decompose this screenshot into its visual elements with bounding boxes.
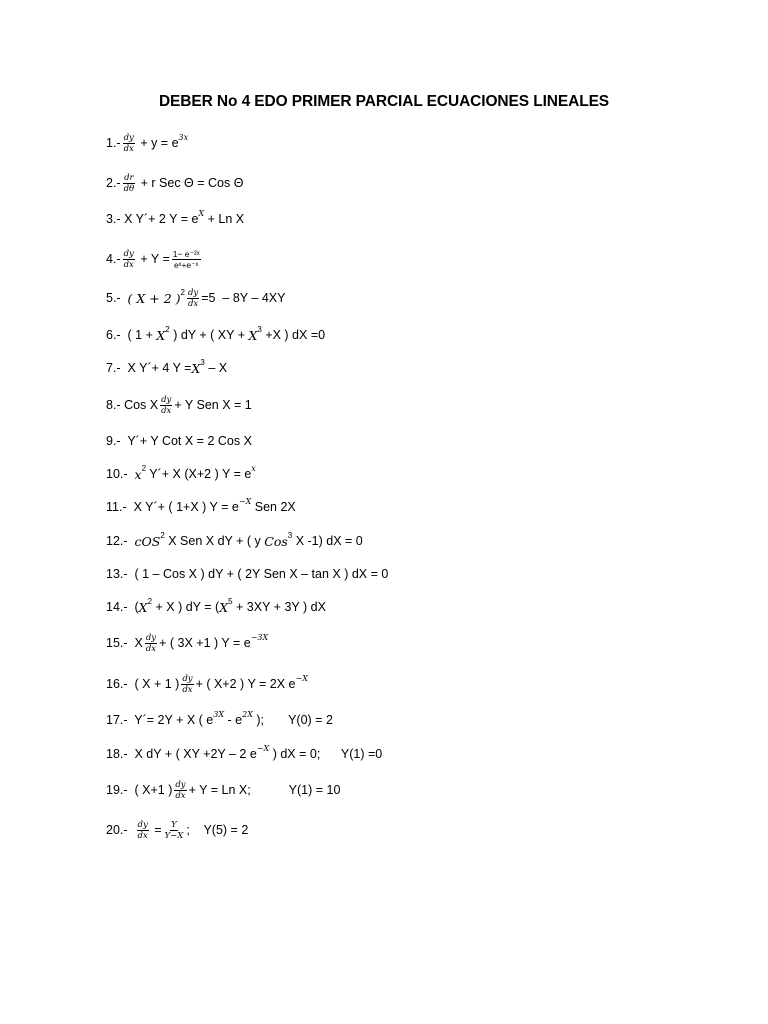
problem-number: 5.- [106, 291, 121, 305]
equation-text: Y´+ X (X+2 ) Y = e [146, 467, 252, 481]
problem-item [106, 631, 268, 655]
equation-text: + ( X+2 ) Y = 2X e [195, 677, 296, 691]
equation-text: + Y Sen X = 1 [174, 398, 252, 412]
equation-text: =5 – 8Y – 4XY [201, 291, 286, 305]
problem-item [106, 462, 256, 486]
equation-text: ); Y(0) = 2 [252, 713, 333, 727]
equation-text: Y´+ Y Cot X = 2 Cos X [120, 434, 252, 448]
fraction-denominator: dx [175, 790, 186, 801]
problem-item [106, 708, 333, 732]
problem-item [106, 131, 188, 155]
equation-text: X dY + ( XY +2Y – 2 e [127, 747, 257, 761]
fraction [172, 249, 201, 270]
math-term: cOS [134, 533, 161, 549]
equation-text: ( 1 – Cos X ) dY + ( 2Y Sen X – tan X ) dX = 0 [127, 567, 389, 581]
superscript: 2 [141, 463, 147, 473]
superscript: X [198, 208, 205, 218]
problem-item [106, 595, 326, 619]
superscript: 3X [213, 709, 225, 719]
problem-item [106, 495, 296, 519]
problem-item [106, 529, 363, 553]
equation-text: X -1) dX = 0 [292, 534, 363, 548]
fraction-denominator: dx [137, 830, 148, 841]
fraction-numerator: dr [124, 172, 134, 183]
equation-text: X Y´+ 2 Y = e [120, 212, 199, 226]
math-term: X [191, 360, 201, 376]
superscript: 3 [200, 357, 205, 367]
problem-number: 16.- [106, 677, 128, 691]
problem-number: 11.- [106, 500, 127, 514]
fraction [137, 820, 149, 841]
problem-item [106, 562, 388, 586]
superscript: 3 [257, 324, 262, 334]
equation-text: ) dY + ( XY + [169, 328, 249, 342]
superscript: 2 [165, 324, 170, 334]
math-term: x [134, 466, 142, 482]
fraction [123, 249, 135, 270]
superscript: 2 [180, 287, 185, 297]
problem-number: 19.- [106, 783, 128, 797]
equation-text [128, 467, 135, 481]
equation-text: Cos X [120, 398, 159, 412]
fraction-denominator: dθ [123, 183, 135, 194]
problem-number: 15.- [106, 636, 128, 650]
fraction-numerator: 1− e⁻²ˣ [172, 248, 200, 259]
equation-text: ( [127, 600, 139, 614]
problem-number: 18.- [106, 747, 128, 761]
superscript: 2 [160, 530, 165, 540]
problem-number: 6.- [106, 328, 121, 342]
equation-text: + ( 3X +1 ) Y = e [159, 636, 251, 650]
equation-text: + X ) dY = ( [152, 600, 220, 614]
fraction-numerator: dy [175, 779, 186, 790]
problem-item [106, 742, 382, 766]
equation-text: ; Y(5) = 2 [186, 823, 249, 837]
fraction-denominator: eˣ+e⁻ˣ [173, 259, 199, 270]
fraction [181, 674, 193, 695]
equation-text: Sen 2X [251, 500, 296, 514]
problem-number: 1.- [106, 136, 121, 150]
problem-item [106, 171, 243, 195]
fraction [174, 780, 186, 801]
equation-text: + Y = [136, 252, 170, 266]
problem-number: 2.- [106, 176, 121, 190]
fraction [160, 395, 172, 416]
equation-text: = [150, 823, 162, 837]
math-term: ( X + 2 ) [127, 290, 181, 306]
equation-text: + y = e [136, 136, 179, 150]
equation-text: + 3XY + 3Y ) dX [232, 600, 326, 614]
fraction-numerator: dy [123, 132, 134, 143]
fraction-numerator: dy [137, 819, 148, 830]
superscript: x [251, 463, 256, 473]
problem-item [106, 323, 325, 347]
problem-number: 3.- [106, 212, 121, 226]
problem-number: 13.- [106, 567, 128, 581]
problem-number: 10.- [106, 467, 128, 481]
equation-text [128, 823, 135, 837]
equation-text: ( X + 1 ) [127, 677, 180, 691]
superscript: 2 [147, 596, 153, 606]
equation-text: - e [224, 713, 243, 727]
equation-text: ) dX = 0; Y(1) =0 [269, 747, 383, 761]
problem-item [106, 247, 203, 271]
fraction [123, 173, 136, 194]
problem-number: 9.- [106, 434, 121, 448]
fraction-denominator: dx [145, 643, 157, 654]
superscript: 3x [178, 132, 189, 142]
fraction-numerator: dy [187, 287, 199, 298]
problem-item [106, 778, 340, 802]
superscript: −3X [250, 632, 269, 642]
problem-number: 14.- [106, 600, 128, 614]
superscript: 2X [242, 709, 253, 719]
fraction-denominator: dx [161, 405, 172, 416]
math-term: X [156, 327, 166, 343]
equation-text: ( 1 + [120, 328, 157, 342]
fraction [145, 633, 157, 654]
superscript: 3 [287, 530, 293, 540]
problem-item [106, 356, 227, 380]
superscript: −X [295, 673, 308, 683]
fraction-denominator: dx [123, 143, 134, 154]
problem-number: 20.- [106, 823, 128, 837]
equation-text: X Y´+ ( 1+X ) Y = e [126, 500, 239, 514]
problem-number: 4.- [106, 252, 121, 266]
fraction [164, 820, 185, 841]
problem-item [106, 429, 252, 453]
fraction-numerator: dy [182, 673, 193, 684]
equation-text: ( X+1 ) [127, 783, 173, 797]
problem-item [106, 207, 244, 231]
fraction-denominator: dx [182, 684, 193, 695]
superscript: −X [256, 743, 270, 753]
math-term: X [219, 599, 229, 615]
equation-text: +X ) dX =0 [261, 328, 326, 342]
math-term: Cos [264, 533, 288, 549]
superscript: 5 [228, 596, 233, 606]
equation-text [128, 534, 135, 548]
problem-number: 8.- [106, 398, 121, 412]
equation-text: X Y´+ 4 Y = [120, 361, 192, 375]
problem-number: 17.- [106, 713, 128, 727]
problem-number: 7.- [106, 361, 121, 375]
fraction-numerator: dy [123, 248, 134, 259]
equation-text: X Sen X dY + ( y [164, 534, 265, 548]
equation-text: + Y = Ln X; Y(1) = 10 [188, 783, 341, 797]
problem-item [106, 818, 248, 842]
fraction-numerator: dy [145, 632, 157, 643]
page-title: DEBER No 4 EDO PRIMER PARCIAL ECUACIONES LINEALES [158, 93, 610, 110]
fraction [187, 288, 199, 309]
fraction-numerator: Y [171, 819, 177, 830]
superscript: −X [238, 496, 252, 506]
equation-text: – X [204, 361, 228, 375]
fraction-denominator: dx [123, 259, 134, 270]
fraction-denominator: dx [187, 298, 199, 309]
fraction [123, 133, 135, 154]
math-term: X [138, 599, 148, 615]
fraction-numerator: dy [161, 394, 172, 405]
fraction-denominator: Y−X [164, 830, 184, 841]
equation-text: + Ln X [204, 212, 245, 226]
problem-item [106, 672, 308, 696]
problem-item [106, 393, 252, 417]
equation-text [121, 291, 128, 305]
equation-text: Y´= 2Y + X ( e [127, 713, 214, 727]
math-term: X [248, 327, 258, 343]
equation-text: X [127, 636, 143, 650]
problem-item [106, 286, 285, 310]
problem-number: 12.- [106, 534, 128, 548]
equation-text: + r Sec Θ = Cos Θ [137, 176, 244, 190]
